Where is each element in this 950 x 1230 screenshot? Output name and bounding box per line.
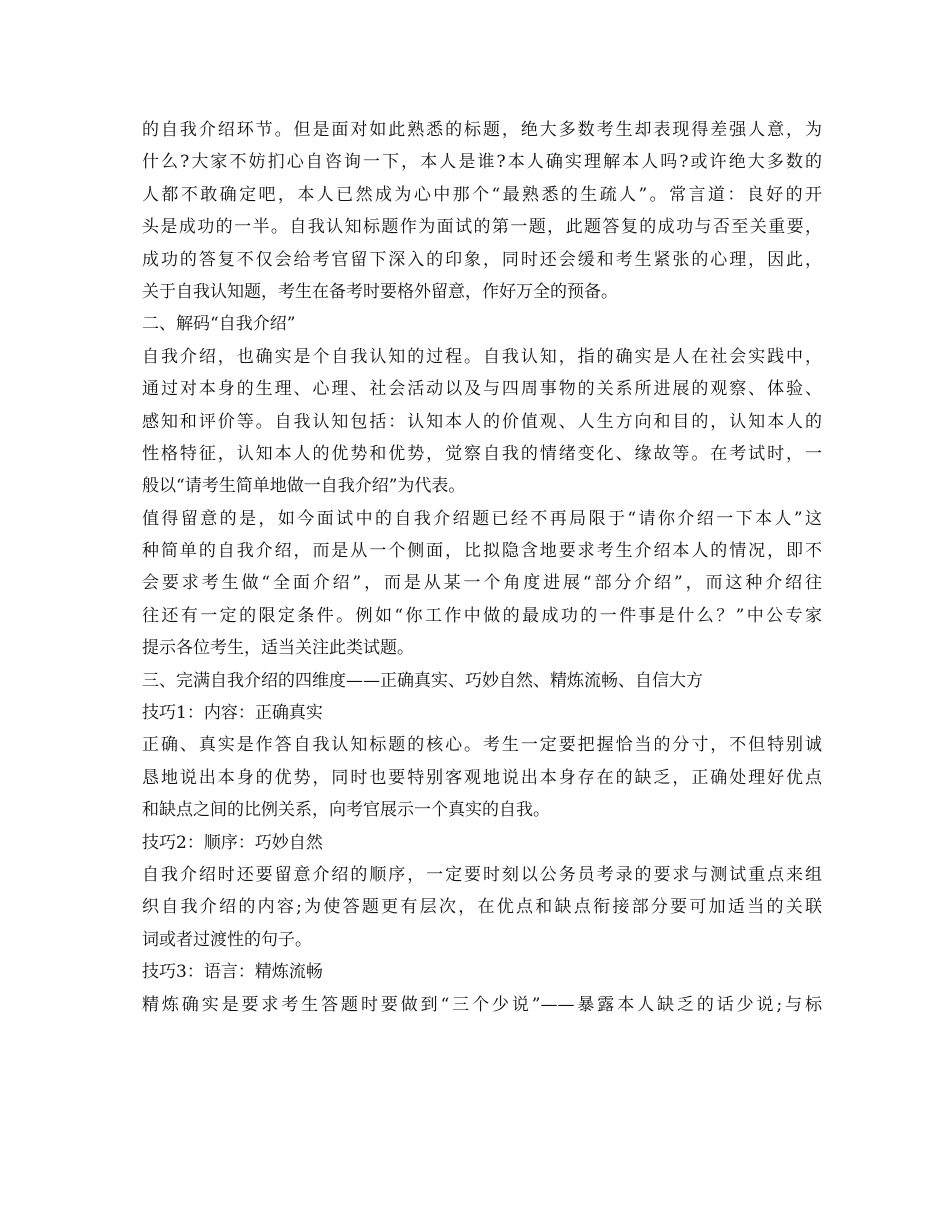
text-line: 般以“请考生简单地做一自我介绍”为代表。: [142, 476, 466, 497]
subsection-heading: 技巧1：内容：正确真实: [142, 703, 323, 724]
subsection-heading: 技巧3：语言：精炼流畅: [142, 962, 323, 983]
text-line: 的自我介绍环节。但是面对如此熟悉的标题，绝大多数考生却表现得差强人意，为: [142, 120, 822, 140]
text-line: 和缺点之间的比例关系，向考官展示一个真实的自我。: [142, 800, 550, 821]
text-line: 自我介绍时还要留意介绍的顺序，一定要时刻以公务员考录的要求与测试重点来组: [142, 864, 822, 885]
text-line: 织自我介绍的内容;为使答题更有层次，在优点和缺点衔接部分要可加适当的关联: [142, 897, 822, 918]
text-line: 性格特征，认知本人的优势和优势，觉察自我的情绪变化、缘故等。在考试时，一: [142, 443, 822, 464]
text-line: 关于自我认知题，考生在备考时要格外留意，作好万全的预备。: [142, 281, 618, 302]
text-line: 恳地说出本身的优势，同时也要特别客观地说出本身存在的缺乏，正确处理好优点: [142, 767, 822, 788]
text-line: 通过对本身的生理、心理、社会活动以及与四周事物的关系所进展的观察、体验、: [142, 379, 822, 400]
subsection-heading: 技巧2：顺序：巧妙自然: [142, 832, 323, 853]
text-line: 提示各位考生，适当关注此类试题。: [142, 638, 414, 659]
text-line: 头是成功的一半。自我认知标题作为面试的第一题，此题答复的成功与否至关重要，: [142, 217, 822, 238]
text-line: 值得留意的是，如今面试中的自我介绍题已经不再局限于“请你介绍一下本人”这: [142, 508, 822, 529]
text-line: 人都不敢确定吧，本人已然成为心中那个“最熟悉的生疏人”。常言道：良好的开: [142, 184, 822, 205]
document-body: [142, 114, 822, 1021]
text-line: 什么?大家不妨扪心自咨询一下，本人是谁?本人确实理解本人吗?或许绝大多数的: [142, 152, 822, 173]
text-line: 精炼确实是要求考生答题时要做到“三个少说”——暴露本人缺乏的话少说;与标: [142, 994, 822, 1015]
text-line: 词或者过渡性的句子。: [142, 929, 312, 950]
text-line: 会要求考生做“全面介绍”，而是从某一个角度进展“部分介绍”，而这种介绍往: [142, 573, 822, 594]
text-line: 正确、真实是作答自我认知标题的核心。考生一定要把握恰当的分寸，不但特别诚: [142, 735, 822, 756]
text-line: 种简单的自我介绍，而是从一个侧面，比拟隐含地要求考生介绍本人的情况，即不: [142, 541, 822, 562]
text-line: 成功的答复不仅会给考官留下深入的印象，同时还会缓和考生紧张的心理，因此，: [142, 249, 822, 270]
text-line: 自我介绍，也确实是个自我认知的过程。自我认知，指的确实是人在社会实践中，: [142, 346, 822, 367]
section-heading: 三、完满自我介绍的四维度——正确真实、巧妙自然、精炼流畅、自信大方: [142, 670, 703, 691]
text-line: 往还有一定的限定条件。例如“你工作中做的最成功的一件事是什么？”中公专家: [142, 605, 822, 626]
text-line: 感知和评价等。自我认知包括：认知本人的价值观、人生方向和目的，认知本人的: [142, 411, 822, 432]
section-heading: 二、解码“自我介绍”: [142, 314, 296, 335]
